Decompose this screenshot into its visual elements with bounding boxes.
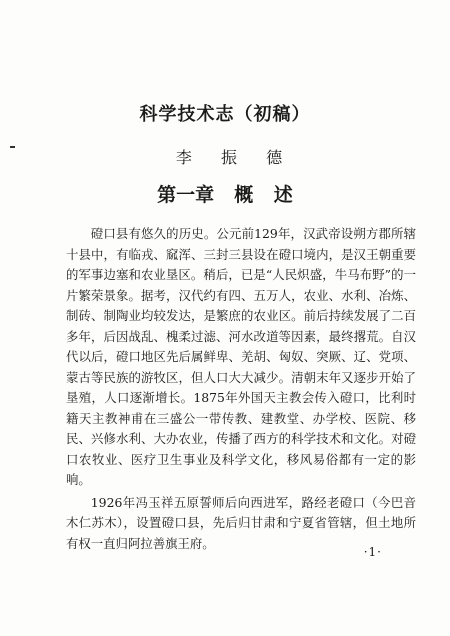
chapter-number: 第一章 [157, 184, 215, 206]
chapter-heading [0, 180, 450, 207]
chapter-title: 概 述 [234, 184, 293, 206]
page-number: ·1· [363, 545, 382, 559]
document-title: 科学技术志（初稿） [139, 104, 311, 125]
body-text [66, 224, 416, 554]
paragraph: 磴口县有悠久的历史。公元前129年，汉武帝设朔方郡所辖十县中，有临戎、窳浑、三封三县设在磴口境内，是汉王朝重要的军事边塞和农业垦区。稍后，已是“人民炽盛，牛马布野”的一片繁荣景象。据考，汉代约有四、五万人，农业、水利、冶炼、制砖、制陶业均较发达，是繁庶的农业区。前后持续发展了二百多年，后因战乱、槐柔过滤、河水改道等因素，最终撂荒。自汉代以后，磴口地区先后属鲜卑、羌胡、匈奴、突厥、辽、党项、蒙古等民族的游牧区，但人口大大减少。清朝末年又逐步开始了垦殖，人口逐渐增长。1875年外国天主教会传入磴口，比利时籍天主教神甫在三盛公一带传教、建教堂、办学校、医院、移民、兴修水利、大办农业，传播了西方的科学技术和文化。对磴口农牧业、医疗卫生事业及科学文化，移风易俗都有一定的影响。 [66, 226, 416, 487]
paragraph: 1926年冯玉祥五原誓师后向西进军，路经老磴口（今巴音木仁苏木），设置磴口县，先后归甘肃和宁夏省管辖，但土地所有权一直归阿拉善旗王府。 [66, 494, 416, 551]
author-name: 李 振 德 [175, 148, 295, 167]
